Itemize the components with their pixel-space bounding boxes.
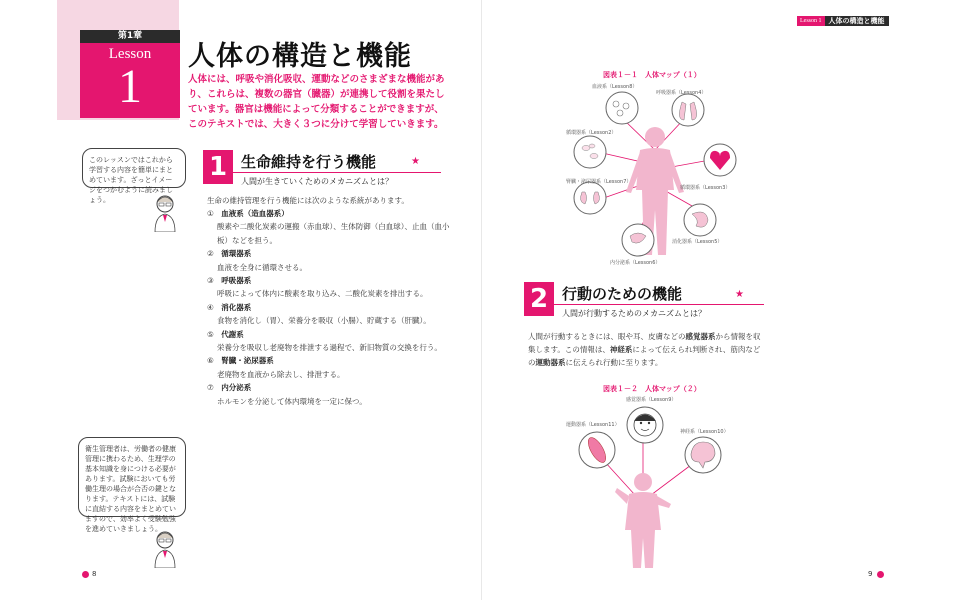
page-number-right: 9 bbox=[868, 570, 873, 578]
teacher-illustration-icon bbox=[150, 192, 180, 232]
side-note-2: 衛生管理者は、労働者の健康管理に携わるため、生理学の基本知識を身につける必要があります。試験においても労働生理の場合が合否の鍵となります。テキストには、試験に直結する内容をまとめていますので、効率よく受験勉強を進めていきましょう。 bbox=[78, 437, 186, 517]
page-gutter bbox=[481, 0, 482, 600]
list-item-desc: 食物を消化し（胃）、栄養分を吸収（小腸）、貯蔵する（肝臓）。 bbox=[217, 316, 431, 326]
fig1-label-circulatory: 循環器系（Lesson2） bbox=[566, 130, 617, 136]
fig2-label-sensory: 感覚器系（Lesson9） bbox=[626, 397, 677, 403]
page-number-left: 8 bbox=[92, 570, 97, 578]
list-item: ⑥ 腎臓・泌尿器系 bbox=[207, 356, 274, 366]
section-2-title: 行動のための機能 bbox=[562, 285, 683, 303]
system-list bbox=[207, 207, 457, 408]
list-item: ⑤ 代謝系 bbox=[207, 329, 244, 339]
fig1-label-blood: 血液系（Lesson8） bbox=[592, 84, 638, 90]
fig1-label-digestive: 消化器系（Lesson5） bbox=[672, 239, 723, 245]
fig1-label-heart: 循環器系（Lesson3） bbox=[680, 185, 731, 191]
running-header bbox=[797, 16, 889, 26]
fig1-label-endocrine: 内分泌系（Lesson6） bbox=[610, 260, 661, 266]
section-2-number: 2 bbox=[524, 282, 554, 316]
page-dot-left bbox=[82, 571, 89, 578]
lesson-number: 1 bbox=[118, 60, 142, 113]
section-1-number: 1 bbox=[203, 150, 233, 184]
fig1-label-kidney: 腎臓・泌尿器系（Lesson7） bbox=[566, 179, 632, 185]
page-dot-right bbox=[877, 571, 884, 578]
list-item: ③ 呼吸器系 bbox=[207, 276, 252, 286]
fig2-label-motor: 運動器系（Lesson11） bbox=[566, 422, 620, 428]
running-header-title: 人体の構造と機能 bbox=[825, 16, 889, 26]
list-item: ⑦ 内分泌系 bbox=[207, 383, 252, 393]
list-item: ① 血液系（造血器系） bbox=[207, 209, 289, 218]
section-1-lead: 生命の維持管理を行う機能には次のような系統があります。 bbox=[207, 196, 409, 205]
list-item-desc: 血液を全身に循環させる。 bbox=[217, 262, 307, 272]
figure-1-caption: 図表１－１ 人体マップ（１） bbox=[603, 71, 701, 79]
fig1-label-respiratory: 呼吸器系（Lesson4） bbox=[656, 90, 707, 96]
page-title: 人体の構造と機能 bbox=[188, 41, 412, 72]
section-1-title: 生命維持を行う機能 bbox=[241, 153, 377, 171]
list-item-desc: ホルモンを分泌して体内環境を一定に保つ。 bbox=[217, 396, 367, 406]
list-item: ④ 消化器系 bbox=[207, 302, 252, 312]
list-item-desc: 酸素や二酸化炭素の運搬（赤血球）、生体防御（白血球）、止血（血小板）などを担う。 bbox=[217, 222, 450, 245]
running-header-lesson: Lesson 1 bbox=[797, 16, 825, 26]
list-item: ② 循環器系 bbox=[207, 249, 252, 259]
section-1-subtitle: 人間が生きていくためのメカニズムとは？ bbox=[241, 177, 393, 186]
section-2-body: 人間が行動するときには、眼や耳、皮膚などの感覚器系から情報を収集します。この情報は、神経系によって伝えられ判断され、筋肉などの運動器系に伝えられ行動に至ります。 bbox=[528, 332, 761, 367]
side-note-1: このレッスンではこれから学習する内容を簡単にまとめています。ざっとイメージをつかむように読みましょう。 bbox=[82, 148, 186, 188]
list-item-desc: 栄養分を吸収し老廃物を排泄する過程で、新旧物質の交換を行う。 bbox=[217, 343, 442, 353]
section-2-subtitle: 人間が行動するためのメカニズムとは？ bbox=[562, 309, 706, 318]
list-item-desc: 老廃物を血液から除去し、排泄する。 bbox=[217, 369, 345, 379]
lesson-word: Lesson bbox=[108, 46, 152, 62]
chapter-label: 第1章 bbox=[80, 30, 180, 43]
intro-text: 人体には、呼吸や消化吸収、運動などのさまざまな機能があり、これらは、複数の器官（臓器）が連携して役割を果たしています。器官は機能によって分類することができますが、このテキストでは、大きく３つに分けて学習していきます。 bbox=[188, 74, 445, 130]
section-1-rule bbox=[233, 172, 441, 173]
list-item-desc: 呼吸によって体内に酸素を取り込み、二酸化炭素を排出する。 bbox=[217, 289, 428, 299]
fig2-label-nervous: 神経系（Lesson10） bbox=[680, 429, 729, 435]
teacher-illustration-icon bbox=[150, 528, 180, 568]
section-1-star: ★ bbox=[411, 156, 420, 167]
section-2-star: ★ bbox=[735, 289, 744, 300]
section-2-rule bbox=[554, 304, 764, 305]
figure-2-caption: 図表１－２ 人体マップ（２） bbox=[603, 385, 701, 393]
